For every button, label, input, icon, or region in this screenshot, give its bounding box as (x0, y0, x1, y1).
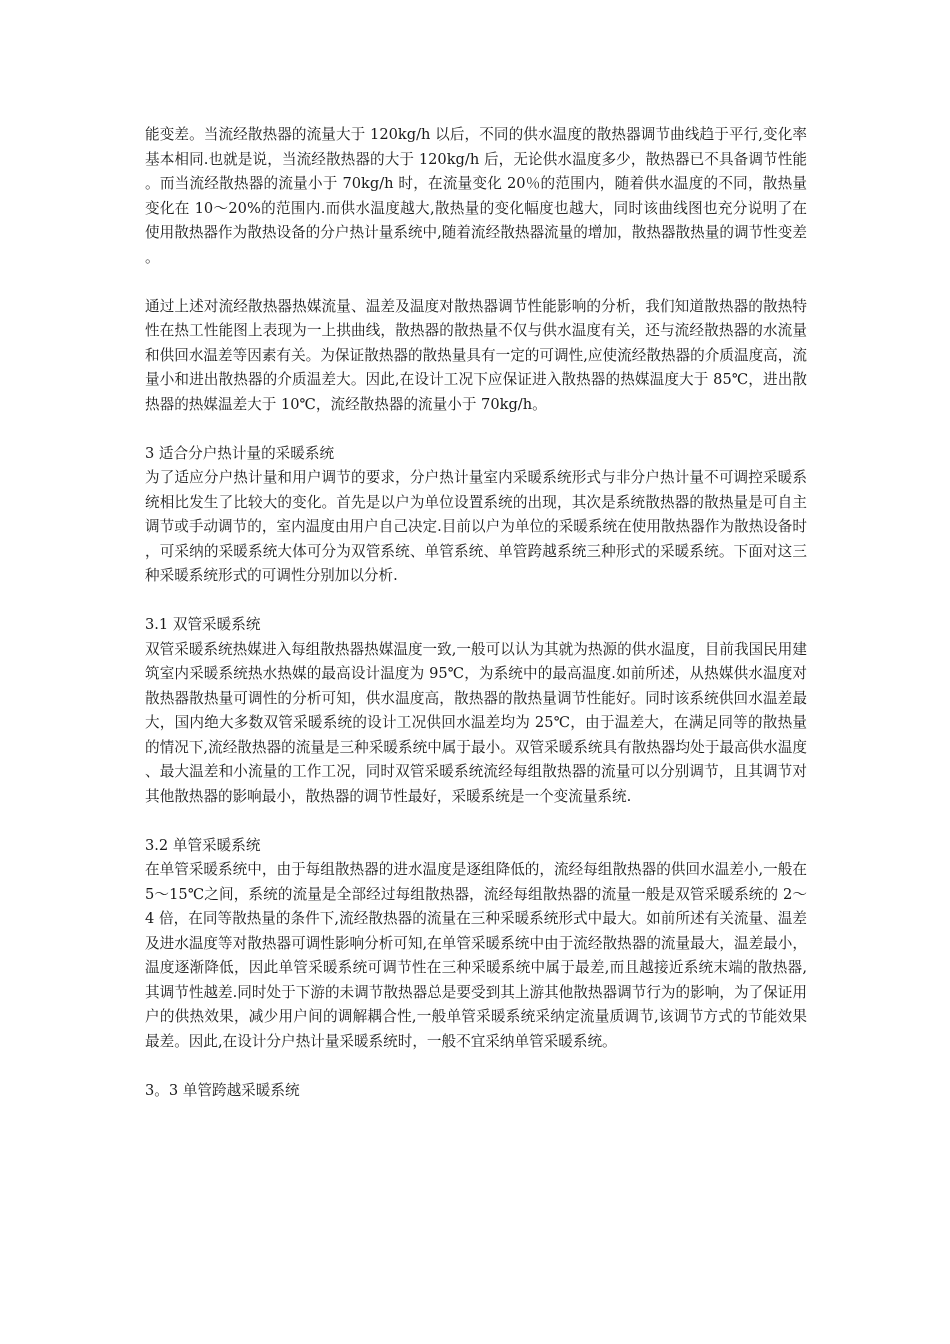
section-heading-3-3: 3。3 单管跨越采暖系统 (145, 1081, 300, 1099)
document-page (145, 123, 812, 1103)
paragraph-spacer (145, 809, 807, 834)
paragraph-double-pipe-system: 双管采暖系统热媒进入每组散热器热媒温度一致,一般可以认为其就为热源的供水温度，目前我国民用建筑室内采暖系统热水热媒的最高设计温度为 95℃，为系统中的最高温度.如前所述，从热媒供水温度对散热器散热量可调性的分析可知，供水温度高，散热器的散热量调节性能好。同时该系统供回水温差最大，国内绝大多数双管采暖系统的设计工况供回水温差均为 25℃，由于温差大，在满足同等的散热量的情况下,流经散热器的流量是三种采暖系统中属于最小。双管采暖系统具有散热器均处于最高供水温度、最大温差和小流量的工作工况，同时双管采暖系统流经每组散热器的流量可以分别调节，且其调节对其他散热器的影响最小，散热器的调节性最好，采暖系统是一个变流量系统. (145, 640, 807, 805)
paragraph-spacer (145, 1054, 807, 1079)
paragraph-spacer (145, 417, 807, 442)
section-heading-3-2: 3.2 单管采暖系统 (145, 836, 261, 854)
paragraph-radiator-regulation-curves: 能变差。当流经散热器的流量大于 120kg/h 以后，不同的供水温度的散热器调节曲线趋于平行,变化率基本相同.也就是说，当流经散热器的大于 120kg/h 后，无论供水温度多少，散热器已不具备调节性能。而当流经散热器的流量小于 70kg/h 时，在流量变化 20％的范围内，随着供水温度的不同，散热量变化在 10～20%的范围内.而供水温度越大,散热量的变化幅度也越大，同时该曲线图也充分说明了在使用散热器作为散热设备的分户热计量系统中,随着流经散热器流量的增加，散热器散热量的调节性变差。 (145, 126, 807, 266)
section-heading-3-1: 3.1 双管采暖系统 (145, 616, 261, 633)
paragraph-spacer (145, 589, 807, 614)
section-heading-3: 3 适合分户热计量的采暖系统 (145, 444, 335, 462)
paragraph-section-3-intro: 为了适应分户热计量和用户调节的要求，分户热计量室内采暖系统形式与非分户热计量不可调控采暖系统相比发生了比较大的变化。首先是以户为单位设置系统的出现，其次是系统散热器的散热量是可自主调节或手动调节的，室内温度由用户自己决定.目前以户为单位的采暖系统在使用散热器作为散热设备时，可采纳的采暖系统大体可分为双管系统、单管系统、单管跨越系统三种形式的采暖系统。下面对这三种采暖系统形式的可调性分别加以分析. (145, 469, 807, 584)
paragraph-spacer (145, 270, 807, 295)
paragraph-radiator-design-conditions: 通过上述对流经散热器热媒流量、温差及温度对散热器调节性能影响的分析，我们知道散热器的散热特性在热工性能图上表现为一上拱曲线，散热器的散热量不仅与供水温度有关，还与流经散热器的水流量和供回水温差等因素有关。为保证散热器的散热量具有一定的可调性,应使流经散热器的介质温度高，流量小和进出散热器的介质温差大。因此,在设计工况下应保证进入散热器的热媒温度大于 85℃，进出散热器的热媒温差大于 10℃，流经散热器的流量小于 70kg/h。 (145, 297, 807, 413)
paragraph-single-pipe-system: 在单管采暖系统中，由于每组散热器的进水温度是逐组降低的，流经每组散热器的供回水温差小,一般在 5～15℃之间，系统的流量是全部经过每组散热器，流经每组散热器的流量一般是双管采暖系统的 2～4 倍，在同等散热量的条件下,流经散热器的流量在三种采暖系统形式中最大。如前所述有关流量、温差及进水温度等对散热器可调性影响分析可知,在单管采暖系统中由于流经散热器的流量最大，温差最小，温度逐渐降低，因此单管采暖系统可调节性在三种采暖系统中属于最差,而且越接近系统末端的散热器,其调节性越差.同时处于下游的未调节散热器总是要受到其上游其他散热器调节行为的影响，为了保证用户的供热效果，减少用户间的调解耦合性,一般单管采暖系统采纳定流量质调节,该调节方式的节能效果最差。因此,在设计分户热计量采暖系统时，一般不宜采纳单管采暖系统。 (145, 861, 812, 1050)
